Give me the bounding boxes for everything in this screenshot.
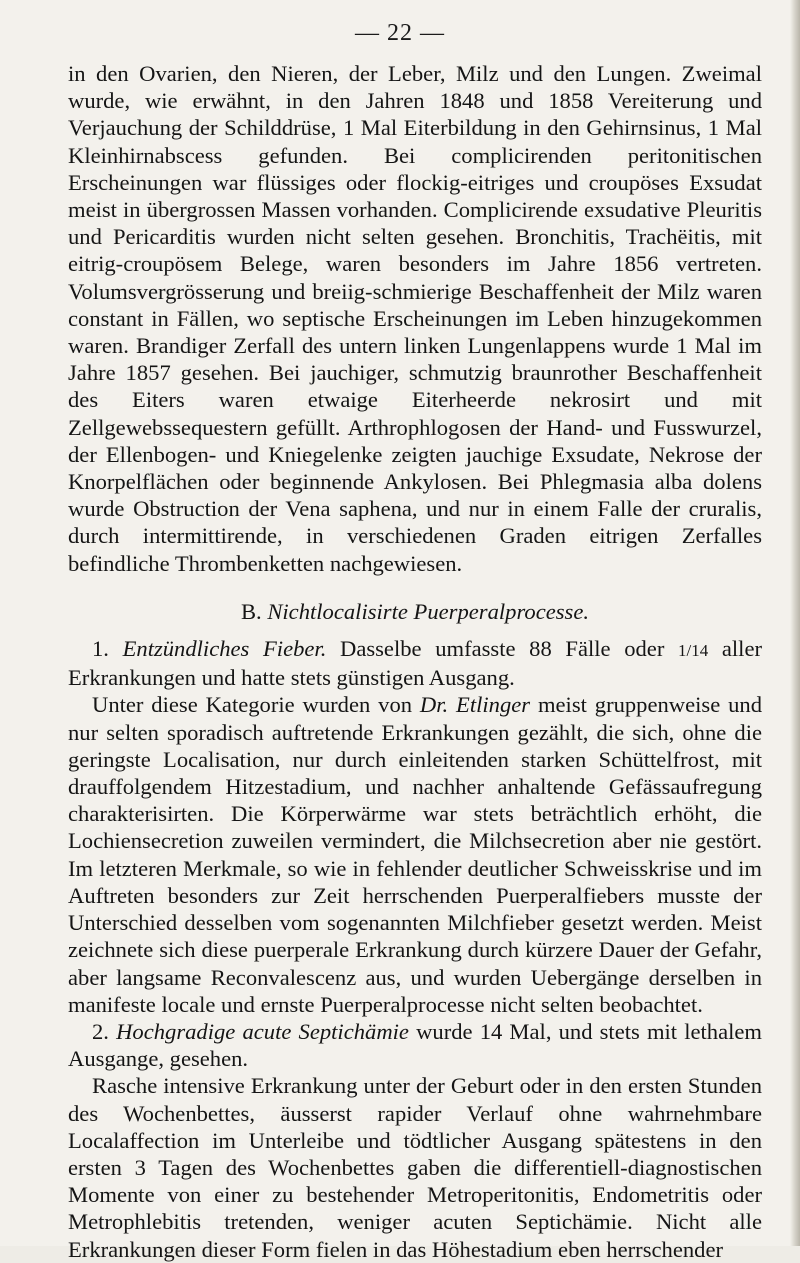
author-name: Dr. Etlinger: [419, 692, 531, 718]
paragraph-rapid-course: Rasche intensive Erkrankung unter der Geburt oder in den ersten Stunden des Wochenbettes, äusserst rapider Verlauf ohne wahrnehmbare Localaffection im Unterleibe und tödtlicher Ausgang spätestens in den ersten 3 Tagen des Wochenbettes gaben die differentiell-diagnostischen Momente von einer zu bestehender Metroperitonitis, Endometritis oder Metrophlebitis tretenden, weniger acuten Septichämie. Nicht alle Erkrankungen dieser Form fielen in das Höhestadium eben herrschender: [68, 1073, 762, 1262]
body-text: [68, 60, 762, 1263]
section-heading: [68, 598, 762, 625]
fraction: 1/14: [677, 641, 709, 661]
page-number: — 22 —: [355, 20, 445, 46]
paragraph-3-rest: meist gruppenweise und nur selten sporadisch auftretende Erkrankungen gezählt, die sich, ohne die geringste Localisation, nur durch einleitenden starken Schüttelfrost, mit drauffolgendem Hitzestadium, und nachher anhaltende Gefässaufregung charakterisirten. Die Körperwärme war stets beträchtlich erhöht, die Lochiensecretion zuweilen vermindert, die Milchsecretion aber nie gestört. Im letzteren Merkmale, so wie in fehlender deutlicher Schweisskrise und im Auftreten besonders zur Zeit herrschenden Puerperalfiebers musste der Unterschied desselben vom sogenannten Milchfieber gesetzt werden. Meist zeichnete sich diese puerperale Erkrankung durch kürzere Dauer der Gefahr, aber langsame Reconvalescenz aus, und wurden Uebergänge derselben in manifeste locale und ernste Puerperalprocesse nicht selten beobachtet.: [68, 692, 763, 1017]
paragraph-septicaemia: [68, 1018, 762, 1072]
section-heading-prefix: B.: [240, 598, 268, 624]
paragraph-autopsy-findings: in den Ovarien, den Nieren, der Leber, Milz und den Lungen. Zweimal wurde, wie erwähnt, in den Jahren 1848 und 1858 Vereiterung und Verjauchung der Schilddrüse, 1 Mal Eiterbildung in den Gehirnsinus, 1 Mal Kleinhirnabscess gefunden. Bei complicirenden peritonitischen Erscheinungen war flüssiges oder flockig-eitriges und croupöses Exsudat meist in übergrossen Massen vorhanden. Complicirende exsudative Pleuritis und Pericarditis wurden nicht selten gesehen. Bronchitis, Trachëitis, mit eitrig-croupösem Belege, waren besonders im Jahre 1856 vertreten. Volumsvergrösserung und breiig-schmierige Beschaffenheit der Milz waren constant in Fällen, wo septische Erscheinungen im Leben hinzugekommen waren. Brandiger Zerfall des untern linken Lungenlappens wurde 1 Mal im Jahre 1857 gesehen. Bei jauchiger, schmutzig braunrother Beschaffenheit des Eiters waren etwaige Eiterheerde nekrosirt und mit Zellgewebssequestern gefüllt. Arthrophlogosen der Hand- und Fusswurzel, der Ellenbogen- und Kniegelenke zeigten jauchige Exsudate, Nekrose der Knorpelflächen oder beginnende Ankylosen. Bei Phlegmasia alba dolens wurde Obstruction der Vena saphena, und nur in einem Falle der cruralis, durch intermittirende, in verschiedenen Graden eitrigen Zerfalles befindliche Thrombenketten nachgewiesen.: [68, 61, 762, 576]
item-text-1b: aller Erkrankungen und hatte stets günstigen Ausgang.: [68, 636, 762, 691]
paragraph-category-description: [68, 691, 762, 1017]
paragraph-inflammatory-fever: [68, 635, 762, 691]
item-number-2: 2.: [92, 1018, 117, 1044]
item-title-inflammatory-fever: Entzündliches Fieber.: [122, 636, 327, 662]
item-text-2: wurde 14 Mal, und stets mit lethalem Ausgange, gesehen.: [68, 1018, 763, 1072]
paragraph-3-start: Unter diese Kategorie wurden von: [92, 692, 420, 718]
item-text-1a: Dasselbe umfasste 88 Fälle oder: [326, 636, 678, 662]
item-title-septicaemia: Hochgradige acute Septichämie: [116, 1018, 409, 1044]
item-number-1: 1.: [92, 636, 123, 662]
section-heading-title: Nichtlocalisirte Puerperalprocesse.: [267, 598, 590, 624]
page-edge-shadow: [790, 0, 800, 1246]
